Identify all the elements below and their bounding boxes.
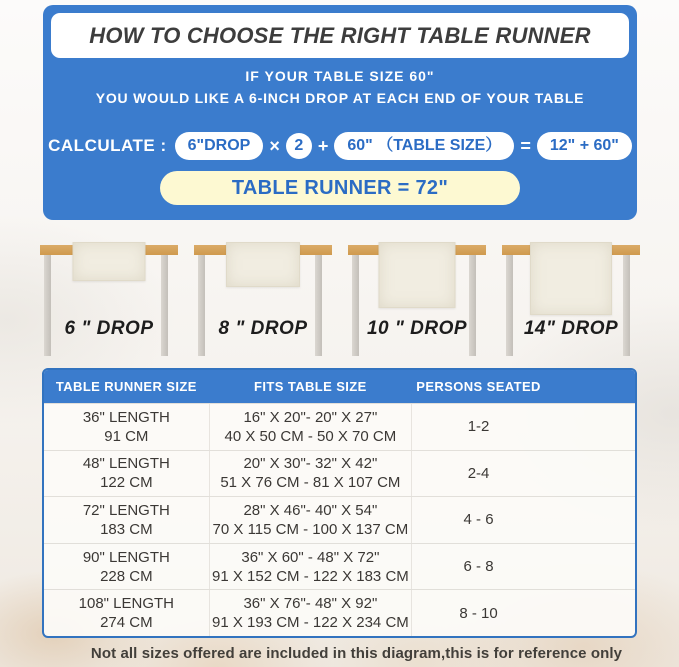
runner-length-cm: 183 CM (100, 520, 153, 538)
calculation-row (43, 131, 637, 161)
table-leg-left (352, 255, 359, 356)
runner-cloth (379, 242, 456, 308)
drop-diagram (40, 238, 640, 366)
plus-operator: + (317, 135, 329, 156)
sum-pill: 12" + 60" (537, 132, 632, 159)
persons-seated-cell: 4 - 6 (463, 511, 494, 529)
table-figure-6in (40, 238, 178, 366)
table-row (44, 496, 635, 543)
table-leg-left (44, 255, 51, 356)
calculate-label: CALCULATE : (48, 136, 167, 155)
fits-cm: 51 X 76 CM - 81 X 107 CM (220, 474, 401, 492)
runner-size-cell (44, 501, 209, 539)
runner-length-inches: 36" LENGTH (82, 408, 170, 426)
subtitle (43, 68, 637, 106)
runner-length-inches: 72" LENGTH (82, 501, 170, 519)
persons-seated-cell: 6 - 8 (463, 558, 494, 576)
drop-label: 6 " DROP (64, 318, 154, 339)
fits-table-cell (209, 544, 412, 590)
instruction-panel (43, 5, 637, 220)
fits-cm: 70 X 115 CM - 100 X 137 CM (212, 520, 409, 538)
table-figure-14in (502, 238, 640, 366)
result-text: TABLE RUNNER = 72" (231, 176, 449, 199)
table-leg-right (469, 255, 476, 356)
table-figure-10in (348, 238, 486, 366)
table-leg-right (161, 255, 168, 356)
fits-table-cell (209, 404, 412, 450)
fits-cm: 91 X 193 CM - 122 X 234 CM (212, 614, 409, 632)
persons-seated-cell: 2-4 (467, 464, 490, 482)
subtitle-line-1: IF YOUR TABLE SIZE 60" (245, 68, 435, 84)
multiplier-badge: 2 (286, 133, 312, 159)
drop-label: 10 " DROP (366, 318, 468, 339)
table-size-pill: 60" （TABLE SIZE） (334, 132, 514, 159)
runner-length-inches: 48" LENGTH (82, 455, 170, 473)
runner-size-cell (44, 408, 209, 446)
fits-table-cell (209, 451, 412, 497)
runner-length-cm: 91 CM (104, 427, 149, 445)
column-header-persons: PERSONS SEATED (416, 379, 541, 394)
runner-length-cm: 274 CM (100, 614, 153, 632)
runner-length-inches: 108" LENGTH (78, 595, 175, 613)
drop-label: 14" DROP (523, 318, 619, 339)
fits-cm: 40 X 50 CM - 50 X 70 CM (224, 427, 397, 445)
runner-cloth (226, 242, 300, 287)
table-leg-left (198, 255, 205, 356)
times-operator: × (269, 135, 280, 156)
subtitle-line-2: YOU WOULD LIKE A 6-INCH DROP AT EACH END OF YOUR TABLE (95, 90, 585, 106)
fits-cm: 91 X 152 CM - 122 X 183 CM (212, 567, 409, 585)
runner-cloth (530, 242, 612, 315)
table-row (44, 589, 635, 636)
drop-label: 8 " DROP (218, 318, 308, 339)
fits-inches: 28" X 46"- 40" X 54" (243, 501, 378, 519)
column-header-fits-table: FITS TABLE SIZE (254, 379, 367, 394)
runner-size-cell (44, 454, 209, 492)
runner-cloth (73, 242, 146, 281)
runner-length-cm: 228 CM (100, 567, 153, 585)
table-leg-left (506, 255, 513, 356)
fits-table-cell (209, 590, 412, 636)
equals-operator: = (520, 135, 531, 156)
fits-table-cell (209, 497, 412, 543)
fits-inches: 16" X 20"- 20" X 27" (243, 408, 378, 426)
fits-inches: 20" X 30"- 32" X 42" (243, 455, 378, 473)
table-row (44, 403, 635, 450)
runner-size-cell (44, 548, 209, 586)
page-title: HOW TO CHOOSE THE RIGHT TABLE RUNNER (89, 22, 591, 48)
table-row (44, 450, 635, 497)
fits-inches: 36" X 76"- 48" X 92" (243, 595, 378, 613)
size-table (42, 368, 637, 638)
title-banner (51, 13, 629, 58)
table-leg-right (623, 255, 630, 356)
drop-value-pill: 6"DROP (175, 132, 264, 159)
persons-seated-cell: 8 - 10 (459, 604, 498, 622)
persons-seated-cell: 1-2 (467, 418, 490, 436)
size-table-header (44, 370, 635, 403)
footer-note: Not all sizes offered are included in this diagram,this is for reference only (90, 645, 623, 662)
runner-size-cell (44, 594, 209, 632)
table-leg-right (315, 255, 322, 356)
table-figure-8in (194, 238, 332, 366)
runner-length-cm: 122 CM (100, 474, 153, 492)
table-row (44, 543, 635, 590)
column-header-runner-size: TABLE RUNNER SIZE (55, 379, 197, 394)
result-pill (160, 171, 520, 205)
runner-length-inches: 90" LENGTH (82, 548, 170, 566)
fits-inches: 36" X 60" - 48" X 72" (241, 548, 380, 566)
